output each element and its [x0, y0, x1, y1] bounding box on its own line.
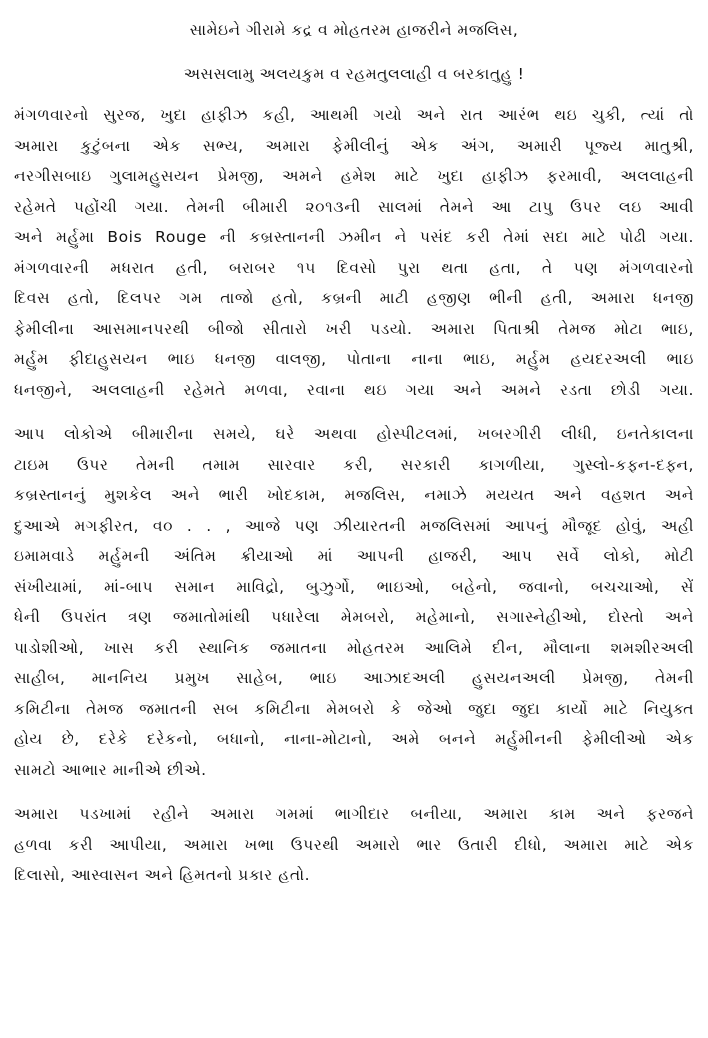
text-line: ધેની ઉપરાંત ત્રણ જમાતોમાંથી પધારેલા મેમબરો, મહેમાનો, સગાસ્નેહીઓ, દોસ્તો અને — [14, 608, 694, 626]
paragraph-announcement — [14, 100, 694, 405]
text-line: સામટો આભાર માનીએ છીએ. — [14, 760, 207, 779]
text-line: ટાઇમ ઉપર તેમની તમામ સારવાર કરી, સરકારી કાગળીયા, ગુસ્લો-કફ્ન-દફ્ન, — [14, 455, 694, 474]
text-line: કમિટીના તેમજ જમાતની સબ કમિટીના મેમબરો કે જેઓ જુદા જુદા કાર્યો માટે નિયુક્ત — [14, 699, 694, 718]
text-line: ધનજીને, અલલાહની રહેમતે મળવા, રવાના થઇ ગયા અને અમને રડતા છોડી ગયા. — [14, 380, 694, 399]
text-line: દિવસ હતો, દિલપર ગમ તાજો હતો, કબ્રની માટી હજીણ ભીની હતી, અમારા ધનજી — [14, 289, 694, 307]
text-line: મર્હુમ ફીદાહુસયન ભાઇ ધનજી વાલજી, પોતાના નાના ભાઇ, મર્હુમ હયદરઅલી ભાઇ — [14, 350, 694, 368]
text-line: પાડોશીઓ, ખાસ કરી સ્થાનિક જમાતના મોહતરમ આલિમે દીન, મૌલાના શમશીરઅલી — [14, 638, 694, 657]
text-line: સંખીયામાં, માં-બાપ સમાન માવિદ્રો, બુઝુર્ગો, ભાઇઓ, બહેનો, જવાનો, બચચાઓ, સેં — [14, 577, 694, 596]
text-line: દિલાસો, આસ્વાસન અને હિમતનો પ્રકાર હતો. — [14, 866, 311, 884]
text-line: મંગળવારની મધરાત હતી, બરાબર ૧૫ દિવસો પુરા થતા હતા, તે પણ મંગળવારનો — [14, 258, 694, 277]
text-line: હોય છે, દરેકે દરેકનો, બધાનો, નાના-મોટાનો, અમે બનને મર્હુમીનની ફેમીલીઓ એક — [14, 730, 694, 748]
text-line: ફેમીલીના આસમાનપરથી બીજો સીતારો ખરી પડયો. અમારા પિતાશ્રી તેમજ મોટા ભાઇ, — [14, 319, 694, 338]
text-line: મંગળવારનો સુરજ, ખુદા હાફીઝ કહી, આથમી ગયો અને રાત આરંભ થઇ ચુકી, ત્યાં તો — [14, 106, 694, 124]
text-line: ઇમામવાડે મર્હુમની અંતિમ ક્રીયાઓ માં આપની હાજરી, આપ સર્વે લોકો, મોટી — [14, 547, 694, 565]
text-line: સાહીબ, માનનિય પ્રમુખ સાહેબ, ભાઇ આઝાદઅલી હુસયનઅલી પ્રેમજી, તેમની — [14, 669, 694, 687]
text-line: આપ લોકોએ બીમારીના સમયે, ઘરે અથવા હોસ્પીટલમાં, ખબરગીરી લીધી, ઇનતેકાલના — [14, 425, 694, 443]
text-line: નરગીસબાઇ ગુલામહુસયન પ્રેમજી, અમને હમેશ માટે ખુદા હાફીઝ ફરમાવી, અલલાહની — [14, 167, 694, 185]
text-line: અમારા કુટુંબના એક સભ્ય, અમારા ફેમીલીનું એક અંગ, અમારી પૂજ્ય માતુશ્રી, — [14, 136, 694, 155]
paragraph-thanks — [14, 419, 694, 785]
text-line: અને મર્હુમા Bois Rouge ની કબ્રસ્તાનની ઝમીન ને પસંદ કરી તેમાં સદા માટે પોઢી ગયા. — [14, 228, 694, 246]
text-line: અમારા પડખામાં રહીને અમારા ગમમાં ભાગીદાર બનીયા, અમારા કામ અને ફરજને — [14, 805, 694, 823]
text-line: રહેમતે પહોંચી ગયા. તેમની બીમારી ૨૦૧૩ની સાલમાં તેમને આ ટાપુ ઉપર લઇ આવી — [14, 197, 694, 216]
salutation-line: સામેઇને ગીરામે કદ્ર વ મોહતરમ હાજરીને મજલિસ, — [189, 21, 519, 39]
greeting-line: અસસલામુ અલયકુમ વ રહમતુલલાહી વ બરકાતુહુ ! — [183, 65, 525, 83]
paragraph-support — [14, 799, 694, 891]
text-line: દુઆએ મગફીરત, વ૦ . . , આજે પણ ઝીયારતની મજલિસમાં આપનું મૌજૂદ હોવું, અહી — [14, 516, 694, 535]
text-line: કબ્રસ્તાનનું મુશકેલ અને ભારી ખોદકામ, મજલિસ, નમાઝે મયયત અને વહશત અને — [14, 486, 694, 504]
text-line: હળવા કરી આપીયા, અમારા ખભા ઉપરથી અમારો ભાર ઉતારી દીધો, અમારા માટે એક — [14, 835, 694, 854]
